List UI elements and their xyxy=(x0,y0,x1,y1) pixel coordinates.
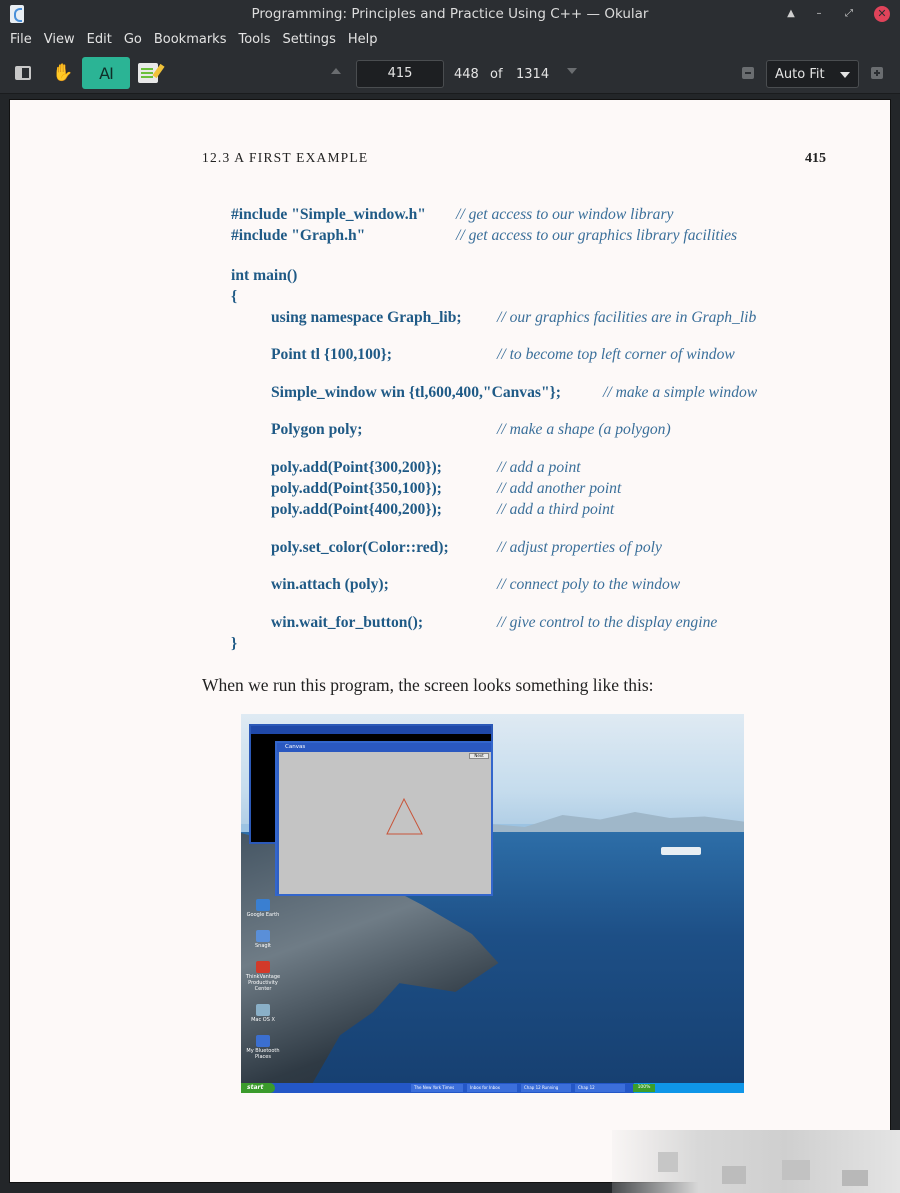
page-number-input[interactable]: 415 xyxy=(356,60,444,88)
code-line: poly.add(Point{400,200}); xyxy=(271,501,442,518)
maximize-icon[interactable]: ⤢ xyxy=(845,8,853,19)
task-item: The New York Times xyxy=(411,1084,463,1092)
desktop-icon-label: Mac OS X xyxy=(251,1017,275,1023)
code-line: #include "Simple_window.h" xyxy=(231,206,426,223)
mac-os-icon xyxy=(256,1004,270,1016)
task-item: Inbox for Inbox xyxy=(467,1084,517,1092)
code-comment: // add a point xyxy=(497,459,581,476)
code-line: #include "Graph.h" xyxy=(231,227,366,244)
figure-taskbar xyxy=(241,1083,744,1093)
canvas-area xyxy=(279,752,491,894)
zoom-in-icon[interactable] xyxy=(871,67,883,79)
desktop-icon-label: Google Earth xyxy=(246,912,280,918)
code-line: win.wait_for_button(); xyxy=(271,614,424,631)
text-selection-tool-button[interactable] xyxy=(82,57,130,89)
blur-cell xyxy=(722,1166,746,1184)
chevron-down-icon xyxy=(840,72,850,78)
bluetooth-icon xyxy=(256,1035,270,1047)
page-label: 448 xyxy=(454,67,479,82)
desktop-icon-label: My Bluetooth Places xyxy=(246,1048,280,1060)
start-button: start xyxy=(241,1083,275,1093)
menu-bookmarks[interactable]: Bookmarks xyxy=(153,32,227,47)
zoom-select[interactable] xyxy=(766,60,859,88)
code-comment: // get access to our graphics library facilities xyxy=(456,227,738,244)
menu-settings[interactable]: Settings xyxy=(282,32,336,47)
close-icon[interactable]: ✕ xyxy=(874,6,890,22)
blur-cell xyxy=(782,1160,810,1180)
next-page-icon[interactable] xyxy=(567,68,577,74)
canvas-window xyxy=(275,741,493,896)
google-earth-icon xyxy=(256,899,270,911)
menu-view[interactable]: View xyxy=(43,32,75,47)
code-comment: // make a shape (a polygon) xyxy=(497,421,671,438)
menu-help[interactable]: Help xyxy=(347,32,378,47)
keep-above-icon[interactable]: ▲ xyxy=(787,8,795,19)
code-comment: // adjust properties of poly xyxy=(497,539,662,556)
desktop-icons xyxy=(243,899,283,1072)
desktop-icon-label: SnagIt xyxy=(254,943,271,949)
code-comment: // add a third point xyxy=(497,501,615,518)
browse-hand-icon: ✋ xyxy=(52,63,74,83)
total-pages-label: 1314 xyxy=(516,67,550,82)
blurred-region xyxy=(612,1130,900,1193)
task-item: Chap 12 xyxy=(575,1084,625,1092)
menu-tools[interactable]: Tools xyxy=(238,32,271,47)
red-triangle-polygon xyxy=(279,752,491,894)
review-button[interactable] xyxy=(132,57,164,89)
menu-file[interactable]: File xyxy=(10,32,32,47)
code-line: int main() xyxy=(231,267,298,284)
running-head: 12.3 A FIRST EXAMPLE xyxy=(202,150,369,165)
next-button: Next xyxy=(469,753,489,759)
blur-cell xyxy=(842,1170,868,1186)
code-comment: // make a simple window xyxy=(603,384,758,401)
code-comment: // add another point xyxy=(497,480,622,497)
tray-zoom-percent: 100% xyxy=(633,1084,655,1092)
sidebar-icon xyxy=(15,66,31,80)
code-line: poly.add(Point{350,100}); xyxy=(271,480,442,497)
code-line: win.attach (poly); xyxy=(271,576,389,593)
figure-boat xyxy=(661,847,701,855)
pdf-page[interactable] xyxy=(9,99,891,1183)
menu-bar xyxy=(0,28,900,52)
code-line: Point tl {100,100}; xyxy=(271,346,393,363)
desktop-icon-label: ThinkVantage Productivity Center xyxy=(245,974,281,992)
console-title-bar xyxy=(251,726,491,734)
document-view[interactable] xyxy=(0,95,900,1193)
code-line: Polygon poly; xyxy=(271,421,363,438)
task-item: Chap 12 Running xyxy=(521,1084,571,1092)
previous-page-icon[interactable] xyxy=(331,68,341,74)
code-comment: // connect poly to the window xyxy=(497,576,681,593)
zoom-value: Auto Fit xyxy=(775,67,825,82)
canvas-window-title: Canvas xyxy=(277,743,491,752)
text-selection-icon: AI xyxy=(99,63,113,83)
code-comment: // to become top left corner of window xyxy=(497,346,735,363)
code-line: } xyxy=(231,635,238,652)
toolbar xyxy=(0,52,900,94)
code-line: using namespace Graph_lib; xyxy=(271,309,462,326)
window-title: Programming: Principles and Practice Using C++ — Okular xyxy=(251,6,649,22)
code-line: poly.add(Point{300,200}); xyxy=(271,459,442,476)
code-comment: // get access to our window library xyxy=(456,206,674,223)
menu-edit[interactable]: Edit xyxy=(86,32,112,47)
of-label: of xyxy=(490,67,503,82)
menu-go[interactable]: Go xyxy=(123,32,142,47)
code-line: Simple_window win {tl,600,400,"Canvas"}; xyxy=(271,384,561,401)
code-comment: // give control to the display engine xyxy=(497,614,718,631)
snagit-icon xyxy=(256,930,270,942)
blur-cell xyxy=(658,1152,678,1172)
body-paragraph: When we run this program, the screen looks something like this: xyxy=(202,675,654,695)
review-icon xyxy=(138,63,158,83)
toggle-sidebar-button[interactable] xyxy=(7,57,39,89)
thinkvantage-icon xyxy=(256,961,270,973)
minimize-icon[interactable]: – xyxy=(816,8,822,19)
zoom-out-icon[interactable] xyxy=(742,67,754,79)
code-line: { xyxy=(231,288,238,305)
program-screenshot-figure xyxy=(241,714,744,1093)
page-number: 415 xyxy=(805,151,826,166)
code-line: poly.set_color(Color::red); xyxy=(271,539,449,556)
title-bar xyxy=(0,0,900,28)
browse-tool-button[interactable] xyxy=(47,57,79,89)
code-comment: // our graphics facilities are in Graph_lib xyxy=(497,309,757,326)
